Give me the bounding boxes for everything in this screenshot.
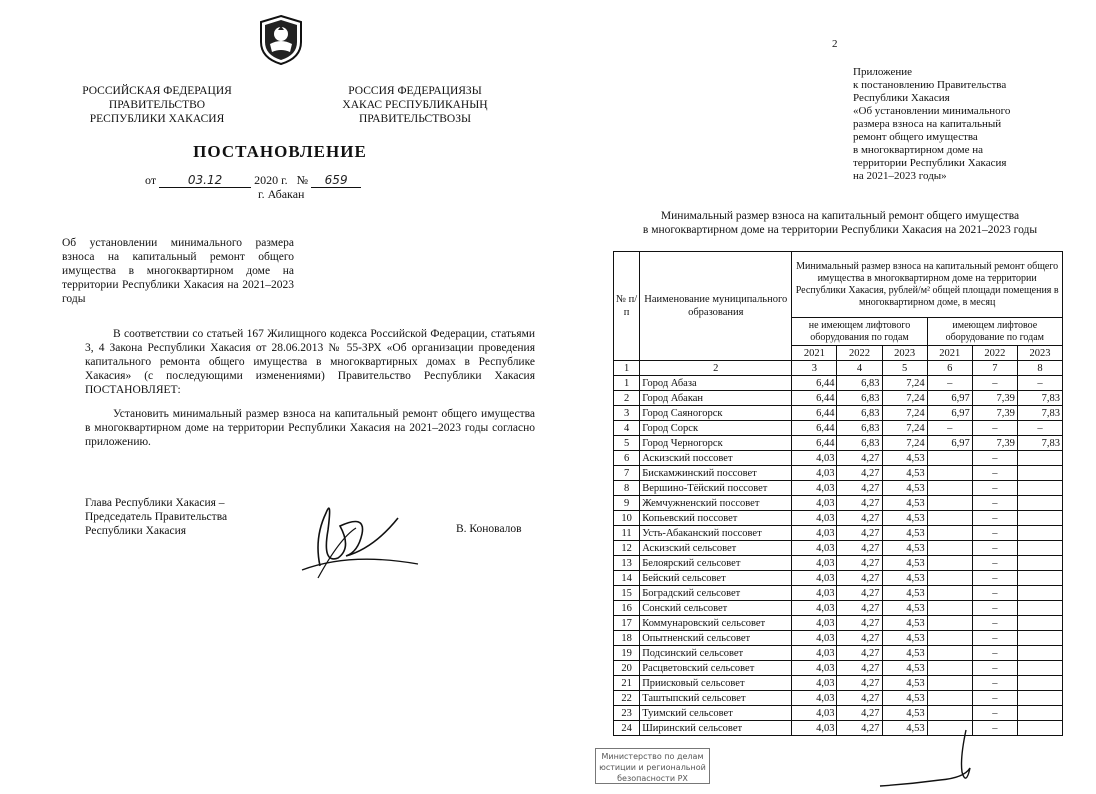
rate-value: 7,39 [972,406,1017,421]
municipality-name: Аскизский сельсовет [640,541,792,556]
rate-value: 4,03 [792,691,837,706]
row-number: 6 [614,451,640,466]
column-number: 3 [792,361,837,376]
rate-value: 4,03 [792,571,837,586]
rate-value: 6,44 [792,376,837,391]
rate-value [927,661,972,676]
column-number: 5 [882,361,927,376]
rate-value: – [972,376,1017,391]
emblem-icon [256,14,306,66]
row-number: 1 [614,376,640,391]
municipality-name: Таштыпский сельсовет [640,691,792,706]
row-number: 8 [614,481,640,496]
header-lift: имеющем лифтовое оборудование по годам [927,318,1062,346]
row-number: 7 [614,466,640,481]
rate-value: 4,27 [837,646,882,661]
rate-value [927,541,972,556]
rate-value [927,676,972,691]
rate-value [1017,616,1062,631]
rate-value: – [1017,376,1062,391]
rate-value: 4,53 [882,676,927,691]
number-value: 659 [311,173,361,188]
municipality-name: Боградский сельсовет [640,586,792,601]
header-name: Наименование муниципального образования [640,252,792,361]
rate-value [1017,676,1062,691]
header-left-line: РОССИЙСКАЯ ФЕДЕРАЦИЯ [82,85,232,97]
row-number: 11 [614,526,640,541]
rate-value: 4,27 [837,706,882,721]
rate-value: – [972,601,1017,616]
rate-value: 4,53 [882,526,927,541]
rate-value: 4,27 [837,676,882,691]
municipality-name: Город Абакан [640,391,792,406]
municipality-name: Бейский сельсовет [640,571,792,586]
municipality-name: Расцветовский сельсовет [640,661,792,676]
rate-value: – [972,481,1017,496]
rate-value [1017,631,1062,646]
rate-value: 4,53 [882,661,927,676]
row-number: 17 [614,616,640,631]
table-row [614,376,1063,391]
rate-value: 4,27 [837,631,882,646]
rates-table [613,251,1063,736]
rate-value: – [972,616,1017,631]
table-title [600,209,1080,237]
header-year: 2023 [882,346,927,361]
rate-value: 7,24 [882,376,927,391]
column-number: 1 [614,361,640,376]
rate-value: 4,03 [792,706,837,721]
rate-value: – [972,451,1017,466]
rate-value: – [1017,421,1062,436]
rate-value [927,466,972,481]
rate-value: 6,83 [837,421,882,436]
rate-value: 7,83 [1017,391,1062,406]
appendix-line: «Об установлении минимального [853,105,1011,117]
rate-value: 4,27 [837,496,882,511]
stamp-line: безопасности РХ [617,774,688,783]
row-number: 21 [614,676,640,691]
header-group: Минимальный размер взноса на капитальный ремонт общего имущества в многоквартирном доме на территории Республики Хакасия, рублей/м² общей площади помещения в многоквартирном доме, в месяц [792,252,1063,318]
rate-value [1017,601,1062,616]
registration-stamp [595,748,710,784]
rate-value: 4,27 [837,526,882,541]
table-title-line: в многоквартирном доме на территории Республики Хакасия на 2021–2023 годы [642,224,1038,236]
rate-value [927,586,972,601]
rate-value: 4,03 [792,526,837,541]
rate-value: 4,03 [792,496,837,511]
rate-value: 4,53 [882,481,927,496]
municipality-name: Белоярский сельсовет [640,556,792,571]
rate-value: – [972,691,1017,706]
subject: Об установлении минимального размера взноса на капитальный ремонт общего имущества в многоквартирном доме на территории Республики Хакасия на 2021–2023 годы [62,237,294,305]
rate-value: 4,27 [837,451,882,466]
rate-value [927,601,972,616]
row-number: 18 [614,631,640,646]
header-no-lift: не имеющем лифтового оборудования по годам [792,318,927,346]
rate-value: 4,53 [882,556,927,571]
row-number: 12 [614,541,640,556]
rate-value: – [972,556,1017,571]
signer-line: Глава Республики Хакасия – [85,497,225,509]
header-no: № п/п [614,252,640,361]
rate-value [1017,466,1062,481]
rate-value: 4,53 [882,721,927,736]
rate-value [927,526,972,541]
date-prefix: от [145,173,157,187]
table-row [614,631,1063,646]
rate-value: 6,44 [792,421,837,436]
date-number-line [145,173,425,188]
rate-value: 6,83 [837,376,882,391]
rate-value: 7,83 [1017,406,1062,421]
signer-line: Республики Хакасия [85,525,187,537]
rate-value [1017,526,1062,541]
header-year: 2021 [792,346,837,361]
table-row [614,421,1063,436]
rate-value: 4,27 [837,616,882,631]
column-number: 4 [837,361,882,376]
appendix-line: Республики Хакасия [853,92,950,104]
appendix-line: на 2021–2023 годы» [853,170,947,182]
rate-value: 6,44 [792,436,837,451]
row-number: 5 [614,436,640,451]
municipality-name: Жемчужненский поссовет [640,496,792,511]
row-number: 13 [614,556,640,571]
table-row [614,496,1063,511]
row-number: 9 [614,496,640,511]
rate-value: 6,83 [837,406,882,421]
table-row [614,601,1063,616]
signer-line: Председатель Правительства [85,511,228,523]
table-row [614,466,1063,481]
date-value: 03.12 [159,173,251,188]
table-row [614,706,1063,721]
rate-value [1017,481,1062,496]
rate-value: 4,53 [882,616,927,631]
table-row [614,406,1063,421]
rate-value: 6,83 [837,436,882,451]
header-year: 2021 [927,346,972,361]
municipality-name: Коммунаровский сельсовет [640,616,792,631]
rate-value [927,631,972,646]
table-row [614,586,1063,601]
rate-value: – [972,661,1017,676]
table-row [614,511,1063,526]
row-number: 22 [614,691,640,706]
row-number: 24 [614,721,640,736]
rate-value: 4,53 [882,631,927,646]
row-number: 3 [614,406,640,421]
table-row [614,676,1063,691]
rate-value [1017,571,1062,586]
rate-value [927,481,972,496]
header-year: 2022 [837,346,882,361]
rate-value: 4,53 [882,541,927,556]
rate-value: – [972,496,1017,511]
date-year: 2020 г. [254,173,288,187]
rate-value: 4,27 [837,466,882,481]
appendix-line: в многоквартирном доме на [853,144,983,156]
row-number: 4 [614,421,640,436]
rate-value: 7,24 [882,436,927,451]
rate-value: 4,27 [837,601,882,616]
rate-value: – [972,676,1017,691]
row-number: 10 [614,511,640,526]
municipality-name: Опытненский сельсовет [640,631,792,646]
rate-value: 4,53 [882,511,927,526]
rate-value: 6,97 [927,406,972,421]
column-number: 6 [927,361,972,376]
table-row [614,571,1063,586]
rate-value [1017,691,1062,706]
rate-value: 4,53 [882,496,927,511]
rate-value: – [972,466,1017,481]
rate-value [927,496,972,511]
municipality-name: Усть-Абаканский поссовет [640,526,792,541]
rate-value [927,616,972,631]
header-left [62,84,252,126]
table-title-line: Минимальный размер взноса на капитальный ремонт общего имущества [660,210,1020,222]
rate-value [1017,511,1062,526]
rates-table-body [614,376,1063,736]
rate-value: – [972,721,1017,736]
header-right [325,84,505,126]
rate-value: 4,53 [882,451,927,466]
rate-value: 6,83 [837,391,882,406]
rate-value: 4,03 [792,511,837,526]
rate-value: 4,03 [792,586,837,601]
rate-value [1017,661,1062,676]
rate-value: 6,44 [792,406,837,421]
stamp-line: Министерство по делам [601,752,704,761]
rate-value [927,706,972,721]
rate-value [927,646,972,661]
rate-value: – [972,541,1017,556]
rate-value: 4,03 [792,541,837,556]
rate-value: 7,39 [972,391,1017,406]
rate-value: 4,27 [837,721,882,736]
header-right-line: РОССИЯ ФЕДЕРАЦИЯЗЫ [348,85,482,97]
rate-value: 4,53 [882,586,927,601]
number-prefix: № [296,173,309,187]
municipality-name: Бискамжинский поссовет [640,466,792,481]
municipality-name: Город Абаза [640,376,792,391]
rate-value: – [927,421,972,436]
row-number: 19 [614,646,640,661]
rate-value: 6,44 [792,391,837,406]
municipality-name: Сонский сельсовет [640,601,792,616]
rate-value: – [972,706,1017,721]
rate-value: 7,39 [972,436,1017,451]
rate-value: 4,03 [792,601,837,616]
rate-value: – [972,646,1017,661]
rate-value: 4,27 [837,511,882,526]
rate-value [1017,586,1062,601]
rate-value: 7,24 [882,406,927,421]
rate-value: 4,53 [882,706,927,721]
municipality-name: Приисковый сельсовет [640,676,792,691]
municipality-name: Туимский сельсовет [640,706,792,721]
rate-value: 4,03 [792,646,837,661]
column-number: 2 [640,361,792,376]
municipality-name: Подсинский сельсовет [640,646,792,661]
table-row [614,541,1063,556]
table-row [614,646,1063,661]
column-number: 8 [1017,361,1062,376]
row-number: 14 [614,571,640,586]
rate-value [927,556,972,571]
table-row [614,556,1063,571]
table-row [614,661,1063,676]
table-row [614,436,1063,451]
rate-value: 4,03 [792,631,837,646]
municipality-name: Город Сорск [640,421,792,436]
rate-value: 4,27 [837,691,882,706]
signer-name: В. Коновалов [456,523,522,535]
initials-signature-image [870,728,1010,788]
municipality-name: Ширинский сельсовет [640,721,792,736]
rate-value: 4,03 [792,481,837,496]
rate-value: 4,27 [837,661,882,676]
rate-value: 7,24 [882,391,927,406]
rate-value: 7,24 [882,421,927,436]
rate-value: 4,27 [837,541,882,556]
appendix-block [853,66,1053,183]
rate-value [1017,646,1062,661]
rate-value: 4,53 [882,691,927,706]
rate-value: – [972,526,1017,541]
rate-value: 7,83 [1017,436,1062,451]
row-number: 16 [614,601,640,616]
body-paragraph: Установить минимальный размер взноса на капитальный ремонт общего имущества в многоквартирном доме на территории Республики Хакасия на 2021–2023 годы согласно приложению. [85,408,535,448]
header-year: 2023 [1017,346,1062,361]
rate-value [1017,451,1062,466]
municipality-name: Аскизский поссовет [640,451,792,466]
table-row [614,691,1063,706]
rate-value: 4,53 [882,466,927,481]
rate-value: 4,03 [792,616,837,631]
table-row [614,526,1063,541]
appendix-line: территории Республики Хакасия [853,157,1007,169]
municipality-name: Город Саяногорск [640,406,792,421]
city: г. Абакан [258,187,305,201]
header-right-line: ХАКАС РЕСПУБЛИКАНЫҢ [342,99,488,111]
appendix-line: размера взноса на капитальный [853,118,1002,130]
rate-value [1017,721,1062,736]
rate-value: 4,53 [882,646,927,661]
header-year: 2022 [972,346,1017,361]
table-row [614,391,1063,406]
signature-image [300,478,420,588]
column-number: 7 [972,361,1017,376]
municipality-name: Город Черногорск [640,436,792,451]
municipality-name: Вершино-Тёйский поссовет [640,481,792,496]
row-number: 20 [614,661,640,676]
rate-value: 4,03 [792,451,837,466]
table-row [614,451,1063,466]
rate-value [927,571,972,586]
table-row [614,481,1063,496]
body-paragraph: В соответствии со статьей 167 Жилищного кодекса Российской Федерации, статьями 3, 4 Закона Республики Хакасия от 28.06.2013 № 55-ЗРХ «Об организации проведения капитального ремонта общего имущества в многоквартирных домах в Республике Хакасия» (с последующими изменениями) Правительство Республики Хакасия ПОСТАНОВЛЯЕТ: [85,328,535,396]
rate-value: 4,03 [792,676,837,691]
rate-value: 4,53 [882,601,927,616]
rate-value [927,691,972,706]
table-row [614,616,1063,631]
header-left-line: РЕСПУБЛИКИ ХАКАСИЯ [89,113,225,125]
rate-value: – [972,571,1017,586]
rate-value [927,511,972,526]
appendix-line: ремонт общего имущества [853,131,978,143]
document-type: ПОСТАНОВЛЕНИЕ [193,142,367,161]
row-number: 2 [614,391,640,406]
header-left-line: ПРАВИТЕЛЬСТВО [108,99,206,111]
rate-value [1017,556,1062,571]
rate-value [1017,706,1062,721]
rate-value: 6,97 [927,436,972,451]
rate-value: – [972,586,1017,601]
rate-value: 4,27 [837,571,882,586]
rate-value: 4,27 [837,481,882,496]
rate-value: – [972,511,1017,526]
page-number: 2 [832,38,838,50]
rate-value: – [927,376,972,391]
rate-value [1017,496,1062,511]
rate-value: 4,27 [837,556,882,571]
rate-value: – [972,421,1017,436]
rate-value: 4,03 [792,721,837,736]
rate-value: 4,03 [792,556,837,571]
rate-value [1017,541,1062,556]
rate-value: 4,53 [882,571,927,586]
stamp-line: юстиции и региональной [599,763,706,772]
municipality-name: Копьевский поссовет [640,511,792,526]
rate-value: 4,03 [792,466,837,481]
signer-title [85,496,285,538]
rate-value: 6,97 [927,391,972,406]
rate-value: 4,27 [837,586,882,601]
rate-value [927,451,972,466]
row-number: 15 [614,586,640,601]
rate-value: 4,03 [792,661,837,676]
appendix-line: к постановлению Правительства [853,79,1007,91]
rate-value: – [972,631,1017,646]
appendix-line: Приложение [853,66,913,78]
header-right-line: ПРАВИТЕЛЬСТВОЗЫ [359,113,471,125]
row-number: 23 [614,706,640,721]
